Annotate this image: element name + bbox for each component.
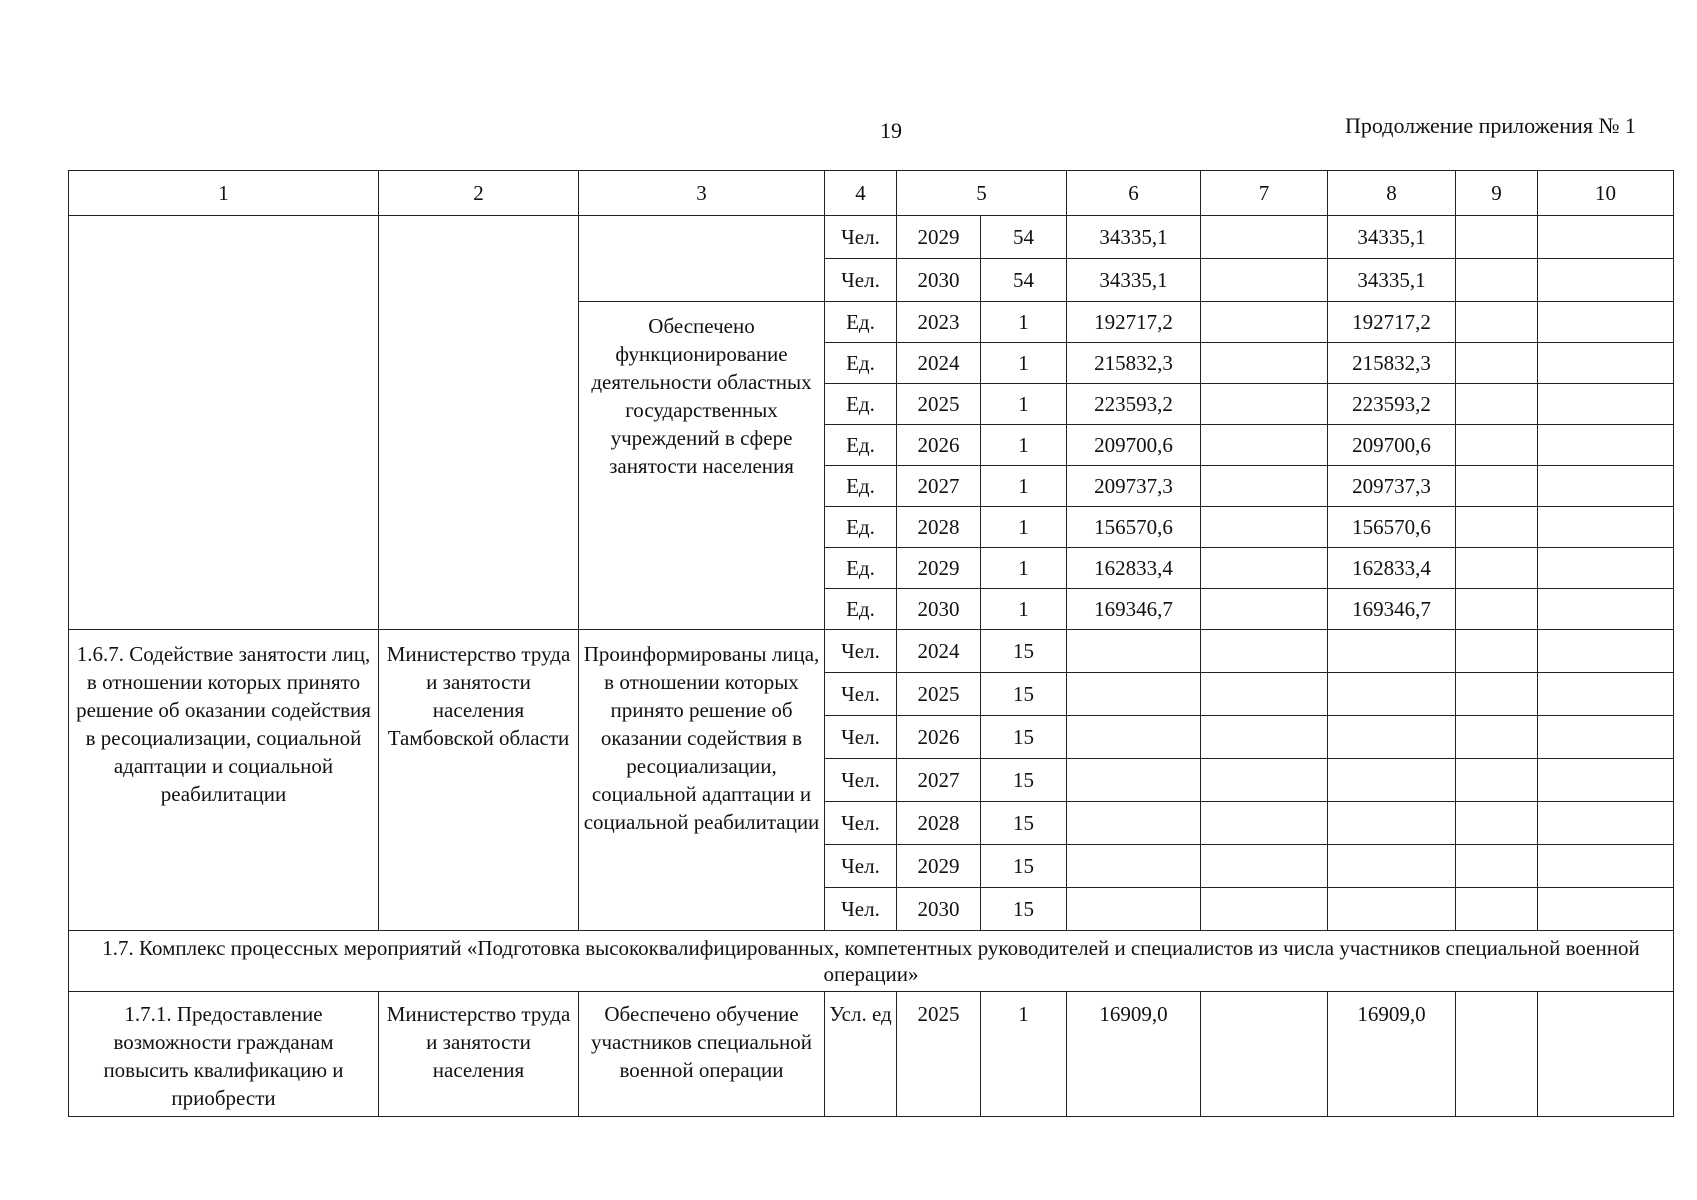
col10-cell [1538, 630, 1674, 673]
col10-cell [1538, 466, 1674, 507]
col10-cell [1538, 888, 1674, 931]
year-cell: 2025 [897, 992, 981, 1117]
col6-cell [1067, 673, 1201, 716]
col6-cell: 223593,2 [1067, 384, 1201, 425]
main-table [68, 170, 1674, 1117]
qty-cell: 1 [981, 343, 1067, 384]
unit-cell: Чел. [825, 630, 897, 673]
col9-cell [1456, 759, 1538, 802]
qty-cell: 15 [981, 802, 1067, 845]
year-cell: 2029 [897, 548, 981, 589]
col7-cell [1201, 343, 1328, 384]
col9-cell [1456, 716, 1538, 759]
col7-cell [1201, 845, 1328, 888]
unit-cell: Ед. [825, 425, 897, 466]
col8-cell: 34335,1 [1328, 216, 1456, 259]
col9-cell [1456, 302, 1538, 343]
col8-cell: 162833,4 [1328, 548, 1456, 589]
col8-cell: 34335,1 [1328, 259, 1456, 302]
col6-cell [1067, 888, 1201, 931]
col9-cell [1456, 384, 1538, 425]
year-cell: 2027 [897, 759, 981, 802]
year-cell: 2025 [897, 673, 981, 716]
col10-cell [1538, 343, 1674, 384]
col7-cell [1201, 548, 1328, 589]
col7-cell [1201, 802, 1328, 845]
result-cell [579, 216, 825, 302]
col9-cell [1456, 259, 1538, 302]
year-cell: 2029 [897, 216, 981, 259]
year-cell: 2024 [897, 343, 981, 384]
col6-cell: 209700,6 [1067, 425, 1201, 466]
col9-cell [1456, 507, 1538, 548]
col10-cell [1538, 992, 1674, 1117]
col8-cell [1328, 759, 1456, 802]
table-row [69, 630, 1674, 673]
col9-cell [1456, 343, 1538, 384]
qty-cell: 1 [981, 548, 1067, 589]
col8-cell: 16909,0 [1328, 992, 1456, 1117]
col7-cell [1201, 992, 1328, 1117]
col6-cell: 34335,1 [1067, 216, 1201, 259]
qty-cell: 1 [981, 425, 1067, 466]
col8-cell: 209737,3 [1328, 466, 1456, 507]
col6-cell: 192717,2 [1067, 302, 1201, 343]
year-cell: 2028 [897, 802, 981, 845]
column-header: 8 [1328, 171, 1456, 216]
qty-cell: 15 [981, 673, 1067, 716]
col8-cell [1328, 888, 1456, 931]
col8-cell [1328, 802, 1456, 845]
column-header: 7 [1201, 171, 1328, 216]
qty-cell: 15 [981, 888, 1067, 931]
unit-cell: Ед. [825, 466, 897, 507]
measure-cell [69, 216, 379, 630]
col8-cell: 156570,6 [1328, 507, 1456, 548]
unit-cell: Чел. [825, 216, 897, 259]
col9-cell [1456, 216, 1538, 259]
unit-cell: Чел. [825, 673, 897, 716]
executor-cell: Министерство труда и занятости населения Тамбовской области [379, 630, 579, 931]
col6-cell [1067, 802, 1201, 845]
page-number: 19 [880, 118, 902, 143]
result-cell: Обеспечено функционирование деятельности областных государственных учреждений в сфере занятости населения [579, 302, 825, 630]
col7-cell [1201, 425, 1328, 466]
measure-cell: 1.6.7. Содействие занятости лиц, в отношении которых принято решение об оказании содействия в ресоциализации, социальной адаптации и социальной реабилитации [69, 630, 379, 931]
unit-cell: Усл. ед [825, 992, 897, 1117]
executor-cell [379, 216, 579, 630]
col7-cell [1201, 630, 1328, 673]
col9-cell [1456, 888, 1538, 931]
year-cell: 2029 [897, 845, 981, 888]
col10-cell [1538, 259, 1674, 302]
col7-cell [1201, 259, 1328, 302]
unit-cell: Ед. [825, 384, 897, 425]
qty-cell: 15 [981, 630, 1067, 673]
qty-cell: 1 [981, 302, 1067, 343]
col8-cell: 169346,7 [1328, 589, 1456, 630]
table-row [69, 216, 1674, 259]
result-cell: Обеспечено обучение участников специальной военной операции [579, 992, 825, 1117]
col10-cell [1538, 384, 1674, 425]
col8-cell [1328, 673, 1456, 716]
column-header: 1 [69, 171, 379, 216]
col8-cell [1328, 630, 1456, 673]
col7-cell [1201, 466, 1328, 507]
col6-cell: 169346,7 [1067, 589, 1201, 630]
col6-cell: 156570,6 [1067, 507, 1201, 548]
col10-cell [1538, 845, 1674, 888]
qty-cell: 15 [981, 759, 1067, 802]
qty-cell: 15 [981, 845, 1067, 888]
unit-cell: Ед. [825, 302, 897, 343]
col6-cell: 215832,3 [1067, 343, 1201, 384]
qty-cell: 1 [981, 589, 1067, 630]
col7-cell [1201, 888, 1328, 931]
year-cell: 2024 [897, 630, 981, 673]
qty-cell: 1 [981, 466, 1067, 507]
col8-cell: 192717,2 [1328, 302, 1456, 343]
col6-cell [1067, 845, 1201, 888]
column-header: 3 [579, 171, 825, 216]
col10-cell [1538, 589, 1674, 630]
column-header: 6 [1067, 171, 1201, 216]
unit-cell: Чел. [825, 759, 897, 802]
qty-cell: 1 [981, 507, 1067, 548]
column-header: 2 [379, 171, 579, 216]
col7-cell [1201, 759, 1328, 802]
col10-cell [1538, 716, 1674, 759]
col7-cell [1201, 673, 1328, 716]
unit-cell: Чел. [825, 716, 897, 759]
col6-cell [1067, 716, 1201, 759]
unit-cell: Чел. [825, 888, 897, 931]
unit-cell: Ед. [825, 589, 897, 630]
col6-cell [1067, 759, 1201, 802]
year-cell: 2023 [897, 302, 981, 343]
year-cell: 2030 [897, 259, 981, 302]
col6-cell: 162833,4 [1067, 548, 1201, 589]
col8-cell: 209700,6 [1328, 425, 1456, 466]
col10-cell [1538, 673, 1674, 716]
col7-cell [1201, 716, 1328, 759]
qty-cell: 1 [981, 384, 1067, 425]
col9-cell [1456, 425, 1538, 466]
col9-cell [1456, 845, 1538, 888]
year-cell: 2027 [897, 466, 981, 507]
year-cell: 2030 [897, 888, 981, 931]
year-cell: 2025 [897, 384, 981, 425]
col7-cell [1201, 589, 1328, 630]
measure-cell: 1.7.1. Предоставление возможности гражданам повысить квалификацию и приобрести [69, 992, 379, 1117]
col8-cell: 223593,2 [1328, 384, 1456, 425]
qty-cell: 54 [981, 259, 1067, 302]
table-row [69, 992, 1674, 1117]
unit-cell: Ед. [825, 343, 897, 384]
year-cell: 2030 [897, 589, 981, 630]
col10-cell [1538, 548, 1674, 589]
executor-cell: Министерство труда и занятости населения [379, 992, 579, 1117]
qty-cell: 54 [981, 216, 1067, 259]
section-heading-row [69, 931, 1674, 992]
col6-cell [1067, 630, 1201, 673]
col10-cell [1538, 802, 1674, 845]
year-cell: 2026 [897, 425, 981, 466]
qty-cell: 15 [981, 716, 1067, 759]
col8-cell [1328, 716, 1456, 759]
col7-cell [1201, 216, 1328, 259]
appendix-continuation-label: Продолжение приложения № 1 [1345, 113, 1636, 138]
col9-cell [1456, 548, 1538, 589]
column-header: 4 [825, 171, 897, 216]
unit-cell: Ед. [825, 548, 897, 589]
col7-cell [1201, 507, 1328, 548]
year-cell: 2028 [897, 507, 981, 548]
col10-cell [1538, 507, 1674, 548]
section-heading: 1.7. Комплекс процессных мероприятий «Подготовка высококвалифицированных, компетентных руководителей и специалистов из числа участников специальной военной операции» [69, 931, 1674, 992]
column-header: 10 [1538, 171, 1674, 216]
qty-cell: 1 [981, 992, 1067, 1117]
col10-cell [1538, 302, 1674, 343]
unit-cell: Чел. [825, 259, 897, 302]
col6-cell: 209737,3 [1067, 466, 1201, 507]
col8-cell: 215832,3 [1328, 343, 1456, 384]
col6-cell: 16909,0 [1067, 992, 1201, 1117]
col10-cell [1538, 425, 1674, 466]
column-header-row [69, 171, 1674, 216]
col6-cell: 34335,1 [1067, 259, 1201, 302]
result-cell: Проинформированы лица, в отношении которых принято решение об оказании содействия в ресоциализации, социальной адаптации и социальной реабилитации [579, 630, 825, 931]
unit-cell: Ед. [825, 507, 897, 548]
column-header: 9 [1456, 171, 1538, 216]
col7-cell [1201, 384, 1328, 425]
col9-cell [1456, 466, 1538, 507]
col9-cell [1456, 630, 1538, 673]
col9-cell [1456, 673, 1538, 716]
col8-cell [1328, 845, 1456, 888]
column-header: 5 [897, 171, 1067, 216]
col10-cell [1538, 216, 1674, 259]
year-cell: 2026 [897, 716, 981, 759]
col9-cell [1456, 802, 1538, 845]
col9-cell [1456, 589, 1538, 630]
col7-cell [1201, 302, 1328, 343]
unit-cell: Чел. [825, 845, 897, 888]
col9-cell [1456, 992, 1538, 1117]
unit-cell: Чел. [825, 802, 897, 845]
col10-cell [1538, 759, 1674, 802]
